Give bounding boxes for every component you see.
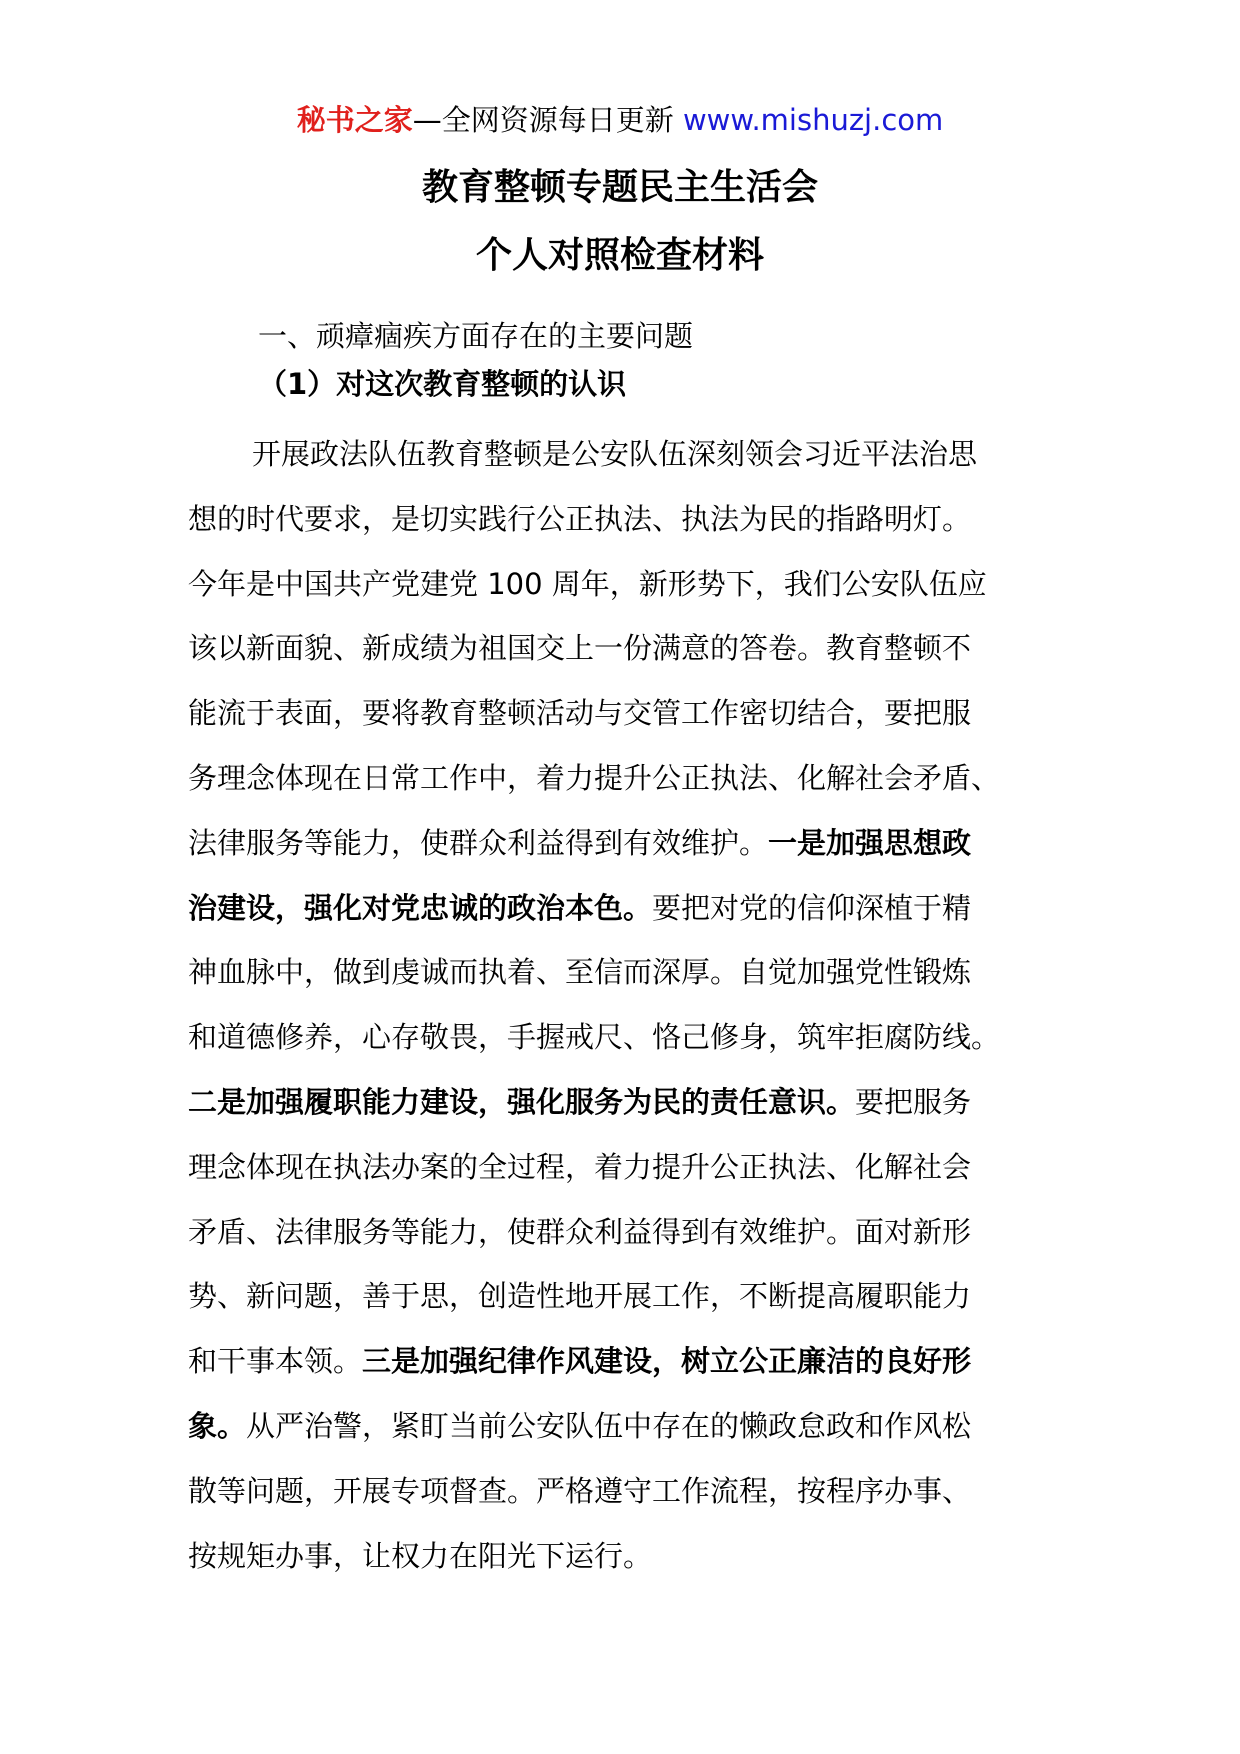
body-line <box>188 487 1088 552</box>
body-text-run: 想的时代要求，是切实践行公正执法、执法为民的指路明灯。 <box>188 501 972 536</box>
site-url-link[interactable]: www.mishuzj.com <box>682 103 944 137</box>
body-line <box>188 616 1088 681</box>
body-line <box>188 1070 1088 1135</box>
body-line <box>188 811 1088 876</box>
section-heading: 一、顽瘴痼疾方面存在的主要问题 <box>258 319 694 353</box>
body-text-run: 从严治警，紧盯当前公安队伍中存在的懒政怠政和作风松 <box>246 1408 972 1443</box>
body-line <box>188 876 1088 941</box>
body-line <box>188 1264 1088 1329</box>
emphasis-text-run: 治建设，强化对党忠诚的政治本色。 <box>188 890 653 925</box>
site-header <box>0 100 1240 140</box>
subsection-heading: （1）对这次教育整顿的认识 <box>258 367 627 401</box>
header-tagline: —全网资源每日更新 <box>412 103 683 137</box>
body-text-run: 理念体现在执法办案的全过程，着力提升公正执法、化解社会 <box>188 1149 972 1184</box>
body-text-run: 要把服务 <box>855 1084 972 1119</box>
body-text-run: 该以新面貌、新成绩为祖国交上一份满意的答卷。教育整顿不 <box>188 631 972 666</box>
body-line <box>188 681 1088 746</box>
emphasis-text-run: 一是加强思想政 <box>768 825 972 860</box>
body-text-run: 势、新问题，善于思，创造性地开展工作，不断提高履职能力 <box>188 1279 972 1314</box>
body-line <box>188 1459 1088 1524</box>
body-text-run: 矛盾、法律服务等能力，使群众利益得到有效维护。面对新形 <box>188 1214 972 1249</box>
emphasis-text-run: 二是加强履职能力建设，强化服务为民的责任意识。 <box>188 1084 856 1119</box>
emphasis-text-run: 象。 <box>188 1408 247 1443</box>
body-line <box>188 1200 1088 1265</box>
body-line <box>188 746 1088 811</box>
emphasis-text-run: 三是加强纪律作风建设，树立公正廉洁的良好形 <box>362 1344 972 1379</box>
body-text-run: 开展政法队伍教育整顿是公安队伍深刻领会习近平法治思 <box>252 437 978 471</box>
brand-name: 秘书之家 <box>296 103 413 137</box>
body-text-run: 能流于表面，要将教育整顿活动与交管工作密切结合，要把服 <box>188 696 972 731</box>
body-line <box>188 552 1088 617</box>
body-line <box>188 1329 1088 1394</box>
body-text-run: 和道德修养，心存敬畏，手握戒尺、恪己修身，筑牢拒腐防线。 <box>188 1020 1001 1055</box>
body-line <box>188 1394 1088 1459</box>
body-line <box>188 1135 1088 1200</box>
body-line <box>188 422 1088 487</box>
body-text-run: 务理念体现在日常工作中，着力提升公正执法、化解社会矛盾、 <box>188 760 1001 795</box>
document-title-line-2: 个人对照检查材料 <box>475 235 764 276</box>
body-line <box>188 1524 1088 1589</box>
body-paragraph <box>188 422 1088 1588</box>
body-text-run: 神血脉中，做到虔诚而执着、至信而深厚。自觉加强党性锻炼 <box>188 955 972 990</box>
body-line <box>188 1005 1088 1070</box>
body-text-run: 要把对党的信仰深植于精 <box>652 890 972 925</box>
body-text-run: 今年是中国共产党建党 100 周年，新形势下，我们公安队伍应 <box>188 566 987 601</box>
body-line <box>188 940 1088 1005</box>
body-text-run: 按规矩办事，让权力在阳光下运行。 <box>188 1538 653 1573</box>
body-text-run: 散等问题，开展专项督查。严格遵守工作流程，按程序办事、 <box>188 1473 972 1508</box>
body-text-run: 和干事本领。 <box>188 1344 363 1379</box>
body-text-run: 法律服务等能力，使群众利益得到有效维护。 <box>188 825 769 860</box>
document-title-line-1: 教育整顿专题民主生活会 <box>421 167 818 208</box>
